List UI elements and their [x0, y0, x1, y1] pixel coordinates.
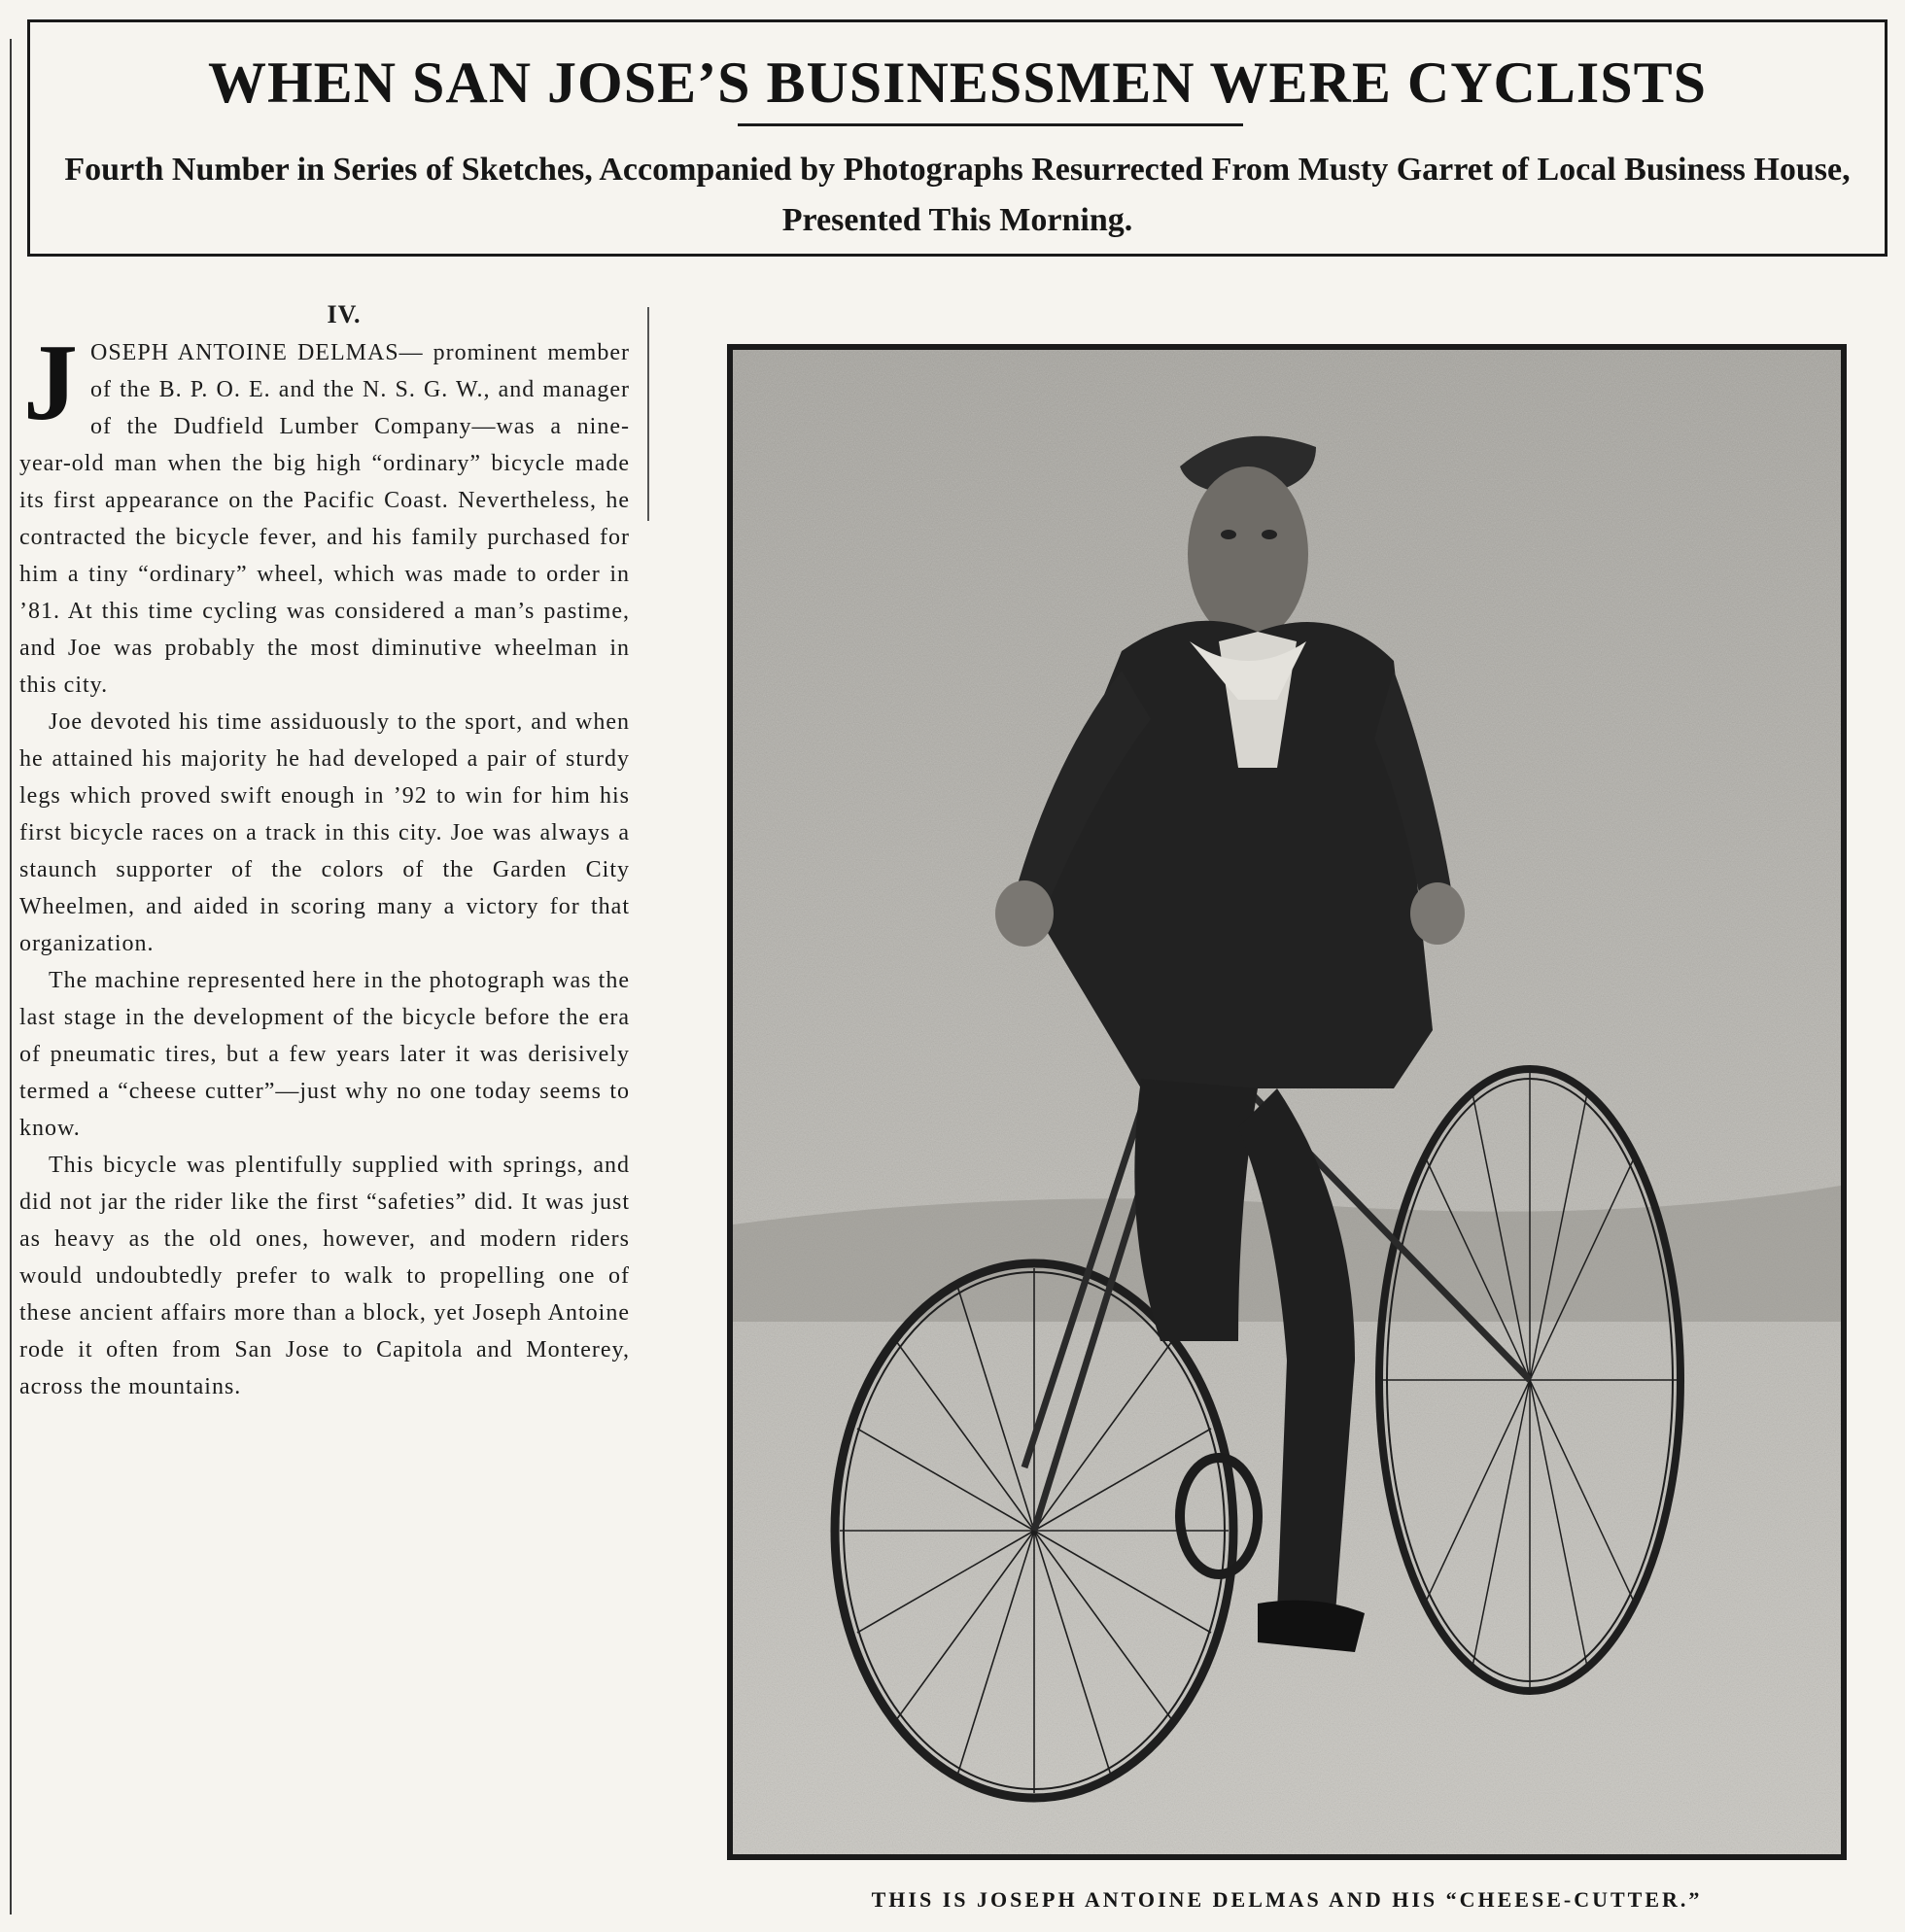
section-number: IV.: [327, 300, 362, 328]
column-rule: [647, 307, 649, 521]
article-column: [19, 297, 630, 1405]
subheadline: Fourth Number in Series of Sketches, Accompanied by Photographs Resurrected From Musty Garret of Local Business House, Presented This Morning.: [64, 152, 1851, 238]
article-paragraph-4: This bicycle was plentifully supplied with springs, and did not jar the rider like the first “safeties” did. It was just as heavy as the old ones, however, and modern riders would undoubtedly prefer to walk to propelling one of these ancient affairs more than a block, yet Joseph Antoine rode it often from San Jose to Capitola and Monterey, across the mountains.: [19, 1153, 630, 1399]
photo-caption: THIS IS JOSEPH ANTOINE DELMAS AND HIS “CHEESE-CUTTER.”: [871, 1887, 1703, 1912]
page-edge-rule: [10, 39, 12, 1915]
article-paragraph-1: OSEPH ANTOINE DELMAS— prominent member of the B. P. O. E. and the N. S. G. W., and manager of the Dudfield Lumber Company—was a nine-year-old man when the big high “ordinary” bicycle made its first appearance on the Pacific Coast. Nevertheless, he contracted the bicycle fever, and his family purchased for him a tiny “ordinary” wheel, which was made to order in ’81. At this time cycling was considered a man’s pastime, and Joe was probably the most diminutive wheelman in this city.: [19, 340, 630, 698]
drop-cap: J: [23, 323, 79, 443]
headline: WHEN SAN JOSE’S BUSINESSMEN WERE CYCLISTS: [208, 51, 1707, 115]
headline-divider: [738, 123, 1243, 126]
headline-box: [27, 19, 1888, 257]
photograph-cyclist: [727, 344, 1847, 1860]
article-paragraph-3: The machine represented here in the photograph was the last stage in the development of the bicycle before the era of pneumatic tires, but a few years later it was derisively termed a “cheese cutter”—just why no one today seems to know.: [19, 968, 630, 1141]
photograph-image: [733, 350, 1841, 1854]
article-paragraph-2: Joe devoted his time assiduously to the sport, and when he attained his majority he had developed a pair of sturdy legs which proved swift enough in ’92 to win for him his first bicycle races on a track in this city. Joe was always a staunch supporter of the colors of the Garden City Wheelmen, and aided in scoring many a victory for that organization.: [19, 709, 630, 956]
